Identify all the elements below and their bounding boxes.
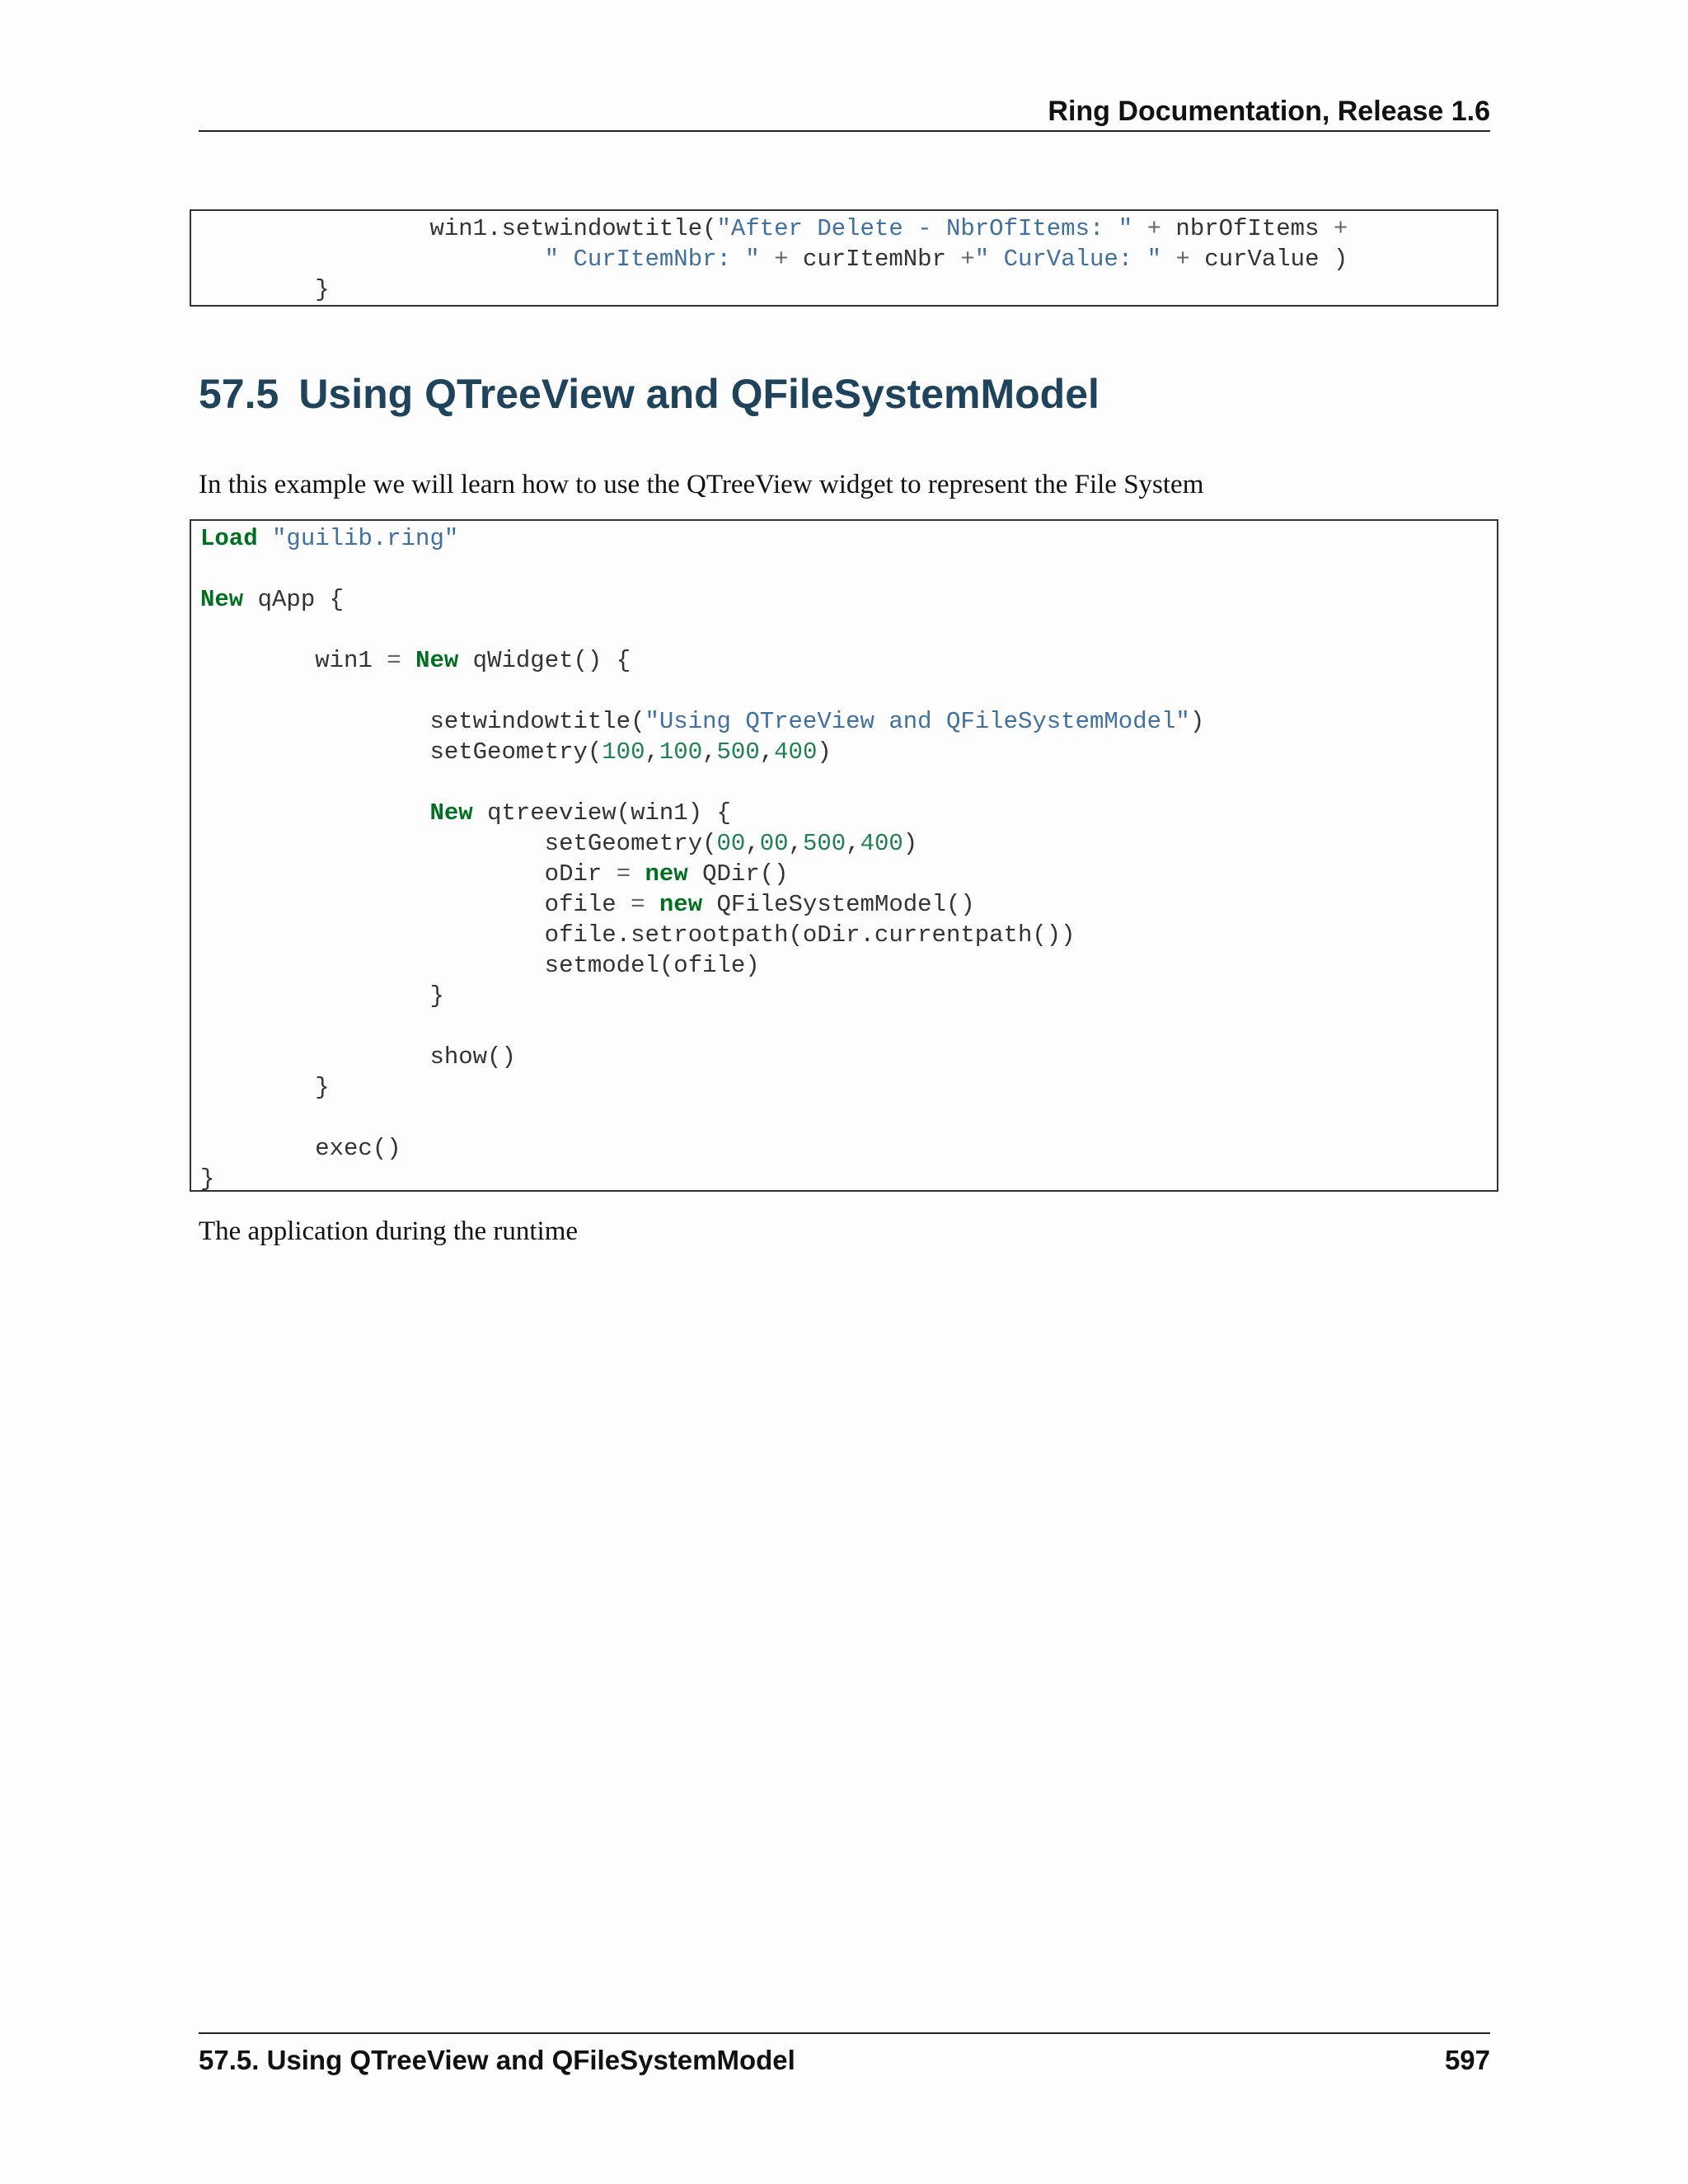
code-token: Load — [200, 525, 258, 552]
code-line — [200, 244, 1497, 274]
code-token: 100 — [602, 738, 645, 766]
code-token: } — [200, 1165, 215, 1192]
code-token: setwindowtitle( — [200, 708, 645, 735]
code-line — [200, 584, 1497, 615]
code-token: show() — [200, 1043, 516, 1071]
code-line — [200, 828, 1497, 859]
code-token: qtreeview(win1) { — [472, 799, 731, 827]
code-token: = — [387, 647, 401, 674]
code-line — [200, 645, 1497, 676]
code-token: 100 — [659, 738, 703, 766]
code-line — [200, 615, 1497, 645]
code-line — [200, 554, 1497, 584]
code-line — [200, 706, 1497, 737]
code-token: + — [759, 246, 803, 273]
running-footer — [199, 2032, 1490, 2079]
code-token — [258, 525, 272, 552]
code-token: 400 — [774, 738, 818, 766]
section-title: Using QTreeView and QFileSystemModel — [298, 371, 1100, 417]
code-line — [200, 1011, 1497, 1042]
code-token — [631, 860, 645, 888]
code-token: ) — [817, 738, 832, 766]
code-token: 500 — [716, 738, 760, 766]
code-token: "After Delete - NbrOfItems: " — [716, 215, 1133, 242]
code-line — [200, 1103, 1497, 1133]
code-token: , — [759, 738, 775, 766]
code-token: win1 — [200, 647, 387, 674]
runtime-paragraph: The application during the runtime — [199, 1216, 579, 1246]
code-token — [200, 799, 429, 827]
code-line — [200, 274, 1497, 305]
footer-section-label: 57.5. Using QTreeView and QFileSystemModel — [199, 2045, 795, 2075]
page-number: 597 — [1444, 2045, 1490, 2075]
code-line — [200, 213, 1497, 244]
code-token: nbrOfItems — [1175, 215, 1334, 242]
code-line — [200, 1072, 1497, 1103]
code-token: ) — [903, 830, 918, 857]
code-token: "Using QTreeView and QFileSystemModel" — [645, 708, 1190, 735]
code-token: } — [200, 982, 444, 1010]
code-token: " CurItemNbr: " — [544, 246, 760, 273]
section-number: 57.5 — [199, 371, 279, 417]
code-line — [200, 523, 1497, 554]
code-token: New — [429, 799, 473, 827]
code-token: QDir() — [687, 860, 789, 888]
code-token — [200, 246, 545, 273]
code-token: win1.setwindowtitle( — [200, 215, 717, 242]
code-token: 00 — [759, 830, 789, 857]
code-line — [200, 920, 1497, 950]
code-line — [200, 950, 1497, 981]
code-token: + — [1333, 215, 1348, 242]
code-token: setmodel(ofile) — [200, 952, 760, 979]
code-token: } — [200, 1074, 330, 1101]
code-line — [200, 859, 1497, 889]
code-token: QFileSystemModel() — [702, 891, 975, 918]
code-token: oDir — [200, 860, 617, 888]
code-block-example — [190, 519, 1498, 1192]
code-token: 00 — [716, 830, 746, 857]
running-header: Ring Documentation, Release 1.6 — [199, 92, 1490, 132]
code-token: New — [415, 647, 459, 674]
code-token: setGeometry( — [200, 738, 603, 766]
code-token: 400 — [860, 830, 903, 857]
code-line — [200, 1133, 1497, 1164]
code-token: = — [616, 860, 631, 888]
code-line — [200, 889, 1497, 920]
code-token: curValue ) — [1204, 246, 1348, 273]
code-token: , — [745, 830, 760, 857]
code-line — [200, 767, 1497, 798]
code-token: "guilib.ring" — [272, 525, 459, 552]
code-token: curItemNbr — [802, 246, 961, 273]
code-line — [200, 737, 1497, 767]
code-token: = — [631, 891, 645, 918]
code-line — [200, 676, 1497, 706]
code-token: new — [645, 860, 688, 888]
code-token — [645, 891, 659, 918]
intro-paragraph: In this example we will learn how to use the QTreeView widget to represent the File System — [199, 470, 1204, 499]
code-token: , — [645, 738, 659, 766]
code-token: new — [659, 891, 703, 918]
code-token: + — [1132, 215, 1176, 242]
code-token: } — [200, 276, 330, 303]
code-token — [401, 647, 415, 674]
code-token: , — [702, 738, 717, 766]
code-token: exec() — [200, 1135, 401, 1162]
code-token: setGeometry( — [200, 830, 717, 857]
code-line — [200, 1164, 1497, 1192]
code-token: qWidget() { — [458, 647, 631, 674]
code-token: + — [1161, 246, 1205, 273]
code-token: 500 — [802, 830, 846, 857]
code-block-continuation — [190, 209, 1498, 307]
code-token: " CurValue: " — [974, 246, 1162, 273]
code-token: New — [200, 586, 244, 613]
code-line — [200, 798, 1497, 828]
code-line — [200, 1042, 1497, 1072]
code-token: ofile — [200, 891, 631, 918]
section-heading — [199, 369, 1100, 419]
code-token: ofile.setrootpath(oDir.currentpath()) — [200, 921, 1076, 949]
code-line — [200, 981, 1497, 1011]
code-token: + — [960, 246, 975, 273]
code-token: qApp { — [243, 586, 345, 613]
code-token: ) — [1189, 708, 1205, 735]
code-token: , — [788, 830, 803, 857]
code-token: , — [846, 830, 860, 857]
